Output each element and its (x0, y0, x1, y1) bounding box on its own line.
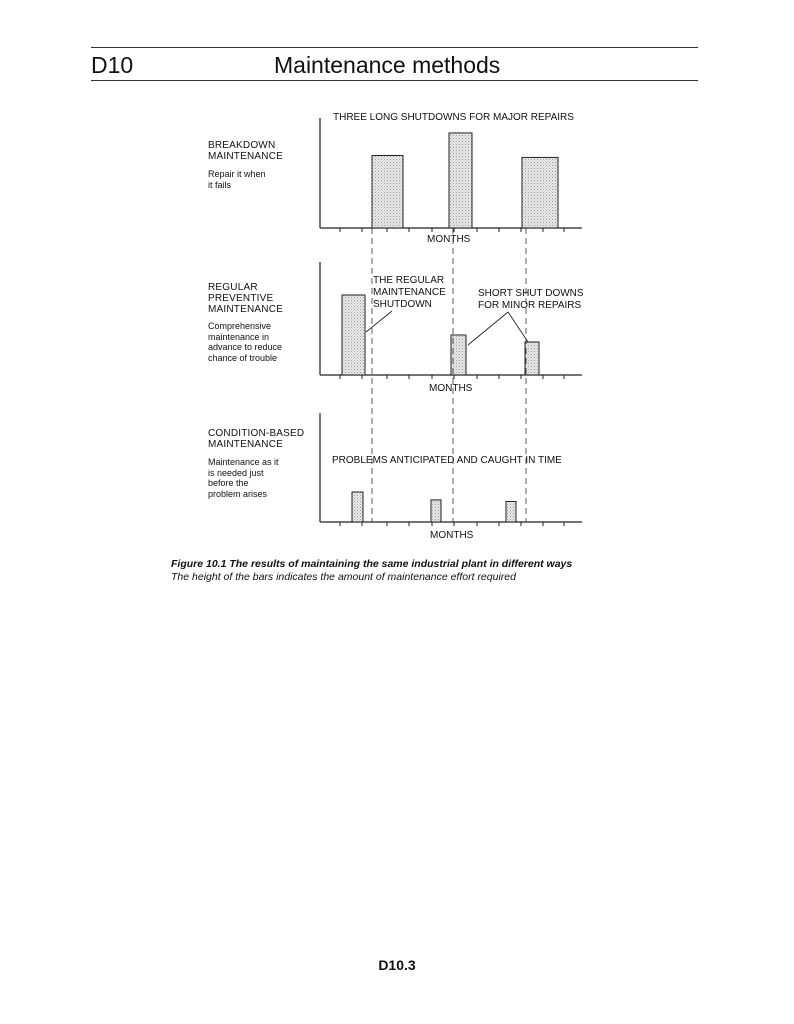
panel2-annotation-line3: SHUTDOWN (373, 299, 432, 310)
panel3-months-label: MONTHS (430, 530, 474, 541)
panel2-annotation-line1: THE REGULAR (373, 275, 445, 286)
section-code: D10 (91, 52, 134, 78)
panel1-months-label: MONTHS (427, 234, 471, 245)
panel1-bar-1 (372, 155, 403, 228)
panel2-months-label: MONTHS (429, 383, 473, 394)
panel2-pointer-mid (468, 312, 508, 345)
panel3-description: Maintenance as it is needed just before the problem arises (208, 457, 279, 499)
panel2-description: Comprehensive maintenance in advance to reduce chance of trouble (208, 321, 283, 363)
caption-title: Figure 10.1 The results of maintaining the same industrial plant in different ways (171, 558, 573, 570)
panel2-annotation-right-line1: SHORT SHUT DOWNS (478, 288, 584, 299)
panel2-annotation-line2: MAINTENANCE (373, 287, 446, 298)
panel2-bar-3 (525, 342, 539, 375)
panel3-annotation: PROBLEMS ANTICIPATED AND CAUGHT IN TIME (332, 455, 562, 466)
panel2-label: REGULAR PREVENTIVE MAINTENANCE (208, 282, 283, 315)
panel2-bar-1 (342, 295, 365, 375)
panel1-label: BREAKDOWN MAINTENANCE (208, 140, 283, 162)
caption-text: The height of the bars indicates the amount of maintenance effort required (171, 571, 516, 583)
panel2-pointer-left (366, 311, 392, 332)
page-number: D10.3 (378, 957, 416, 973)
panel2-annotation-right-line2: FOR MINOR REPAIRS (478, 300, 582, 311)
page-title: Maintenance methods (274, 52, 501, 78)
panel1-annotation: THREE LONG SHUTDOWNS FOR MAJOR REPAIRS (333, 112, 574, 123)
panel3-bar-1 (352, 492, 363, 522)
panel3-bar-2 (431, 500, 441, 522)
panel1-bar-3 (522, 157, 558, 228)
panel3-label: CONDITION-BASED MAINTENANCE (208, 428, 305, 450)
panel2-pointer-right (508, 312, 530, 345)
figure-caption (171, 558, 572, 584)
panel3-bar-3 (506, 501, 516, 522)
panel1-bar-2 (449, 133, 472, 228)
panel1-description: Repair it when it fails (208, 169, 266, 190)
